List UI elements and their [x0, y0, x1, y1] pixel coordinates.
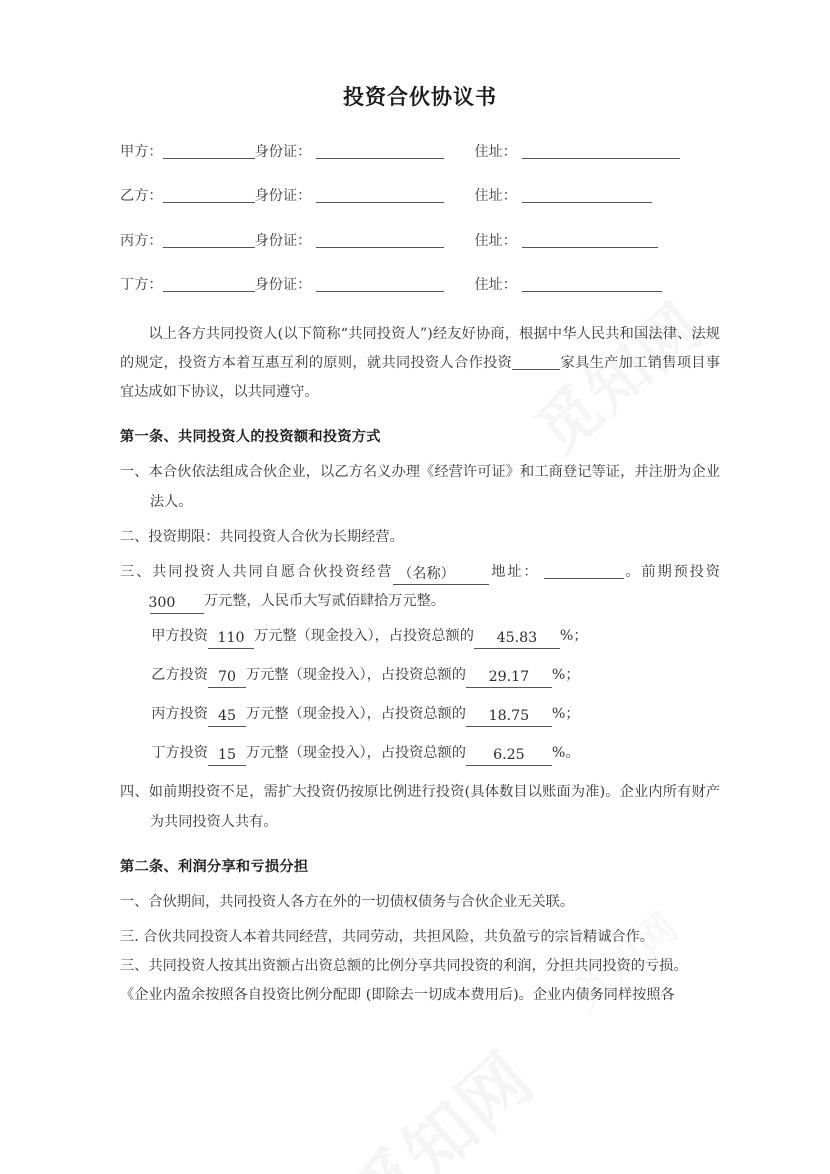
- party-name-blank[interactable]: [163, 276, 255, 292]
- item-3-part-4: 万元整，人民币大写贰佰肆拾万元整。: [203, 592, 446, 609]
- investment-percent[interactable]: 6.25: [466, 747, 552, 766]
- investment-line: [120, 700, 720, 729]
- party-name-blank[interactable]: [163, 232, 255, 248]
- party-name-blank[interactable]: [163, 143, 255, 159]
- party-address-blank[interactable]: [522, 187, 652, 203]
- investment-prefix: 乙方投资: [151, 667, 208, 684]
- investment-amount[interactable]: 45: [208, 708, 246, 727]
- section-two-item-3: 三、共同投资人按其出资额占出资总额的比例分享共同投资的利润，分担共同投资的亏损。: [120, 957, 688, 974]
- investment-percent[interactable]: 18.75: [466, 708, 552, 727]
- investment-line: [120, 622, 720, 651]
- investment-middle: 万元整（现金投入），占投资总额的: [246, 745, 466, 762]
- address-label: 住址：: [474, 276, 517, 293]
- parties-section: [120, 143, 720, 292]
- party-id-blank[interactable]: [316, 187, 444, 203]
- section-one-heading: 第一条、共同投资人的投资额和投资方式: [120, 429, 381, 446]
- party-id-blank[interactable]: [316, 232, 444, 248]
- address-label: 住址：: [474, 144, 517, 161]
- investment-middle: 万元整（现金投入），占投资总额的: [246, 706, 466, 723]
- investment-percent[interactable]: 29.17: [466, 669, 552, 688]
- party-label: 丁方：: [120, 276, 163, 293]
- investment-prefix: 丁方投资: [151, 745, 208, 762]
- party-address-blank[interactable]: [522, 276, 662, 292]
- watermark-text: [324, 1026, 552, 1174]
- investment-suffix: %；: [551, 706, 580, 723]
- investment-suffix: %；: [559, 627, 588, 644]
- company-name-blank[interactable]: （名称）: [393, 566, 489, 585]
- investment-amount[interactable]: 15: [208, 747, 246, 766]
- section-two-item-1: 一、合伙期间，共同投资人各方在外的一切债权债务与合伙企业无关联。: [120, 893, 575, 910]
- section-one-item-2: 二、投资期限：共同投资人合伙为长期经营。: [120, 528, 404, 545]
- address-label: 住址：: [474, 188, 517, 205]
- section-two-item-4: 《企业内盈余按照各自投资比例分配即 (即除去一切成本费用后)。企业内债务同样按照各: [120, 987, 675, 1004]
- party-row: [120, 187, 720, 203]
- project-name-blank[interactable]: [512, 354, 560, 370]
- id-label: 身份证：: [254, 276, 312, 293]
- party-row: [120, 232, 720, 248]
- investment-line: [120, 739, 720, 768]
- investment-middle: 万元整（现金投入），占投资总额的: [254, 627, 474, 644]
- preamble-text-before: 以上各方共同投资人(以下简称“共同投资人”)经友好协商，根据中华人民共和国法律、法规的规定，投资方本着互惠互利的原则，就共同投资人合作投资: [120, 326, 720, 372]
- investment-suffix: %；: [551, 667, 580, 684]
- item-3-part-1: 三、共同投资人共同自愿合伙投资经营: [120, 563, 394, 580]
- id-label: 身份证：: [254, 188, 312, 205]
- investment-amount[interactable]: 70: [208, 669, 246, 688]
- party-name-blank[interactable]: [163, 187, 255, 203]
- party-address-blank[interactable]: [522, 143, 680, 159]
- investment-suffix: %。: [551, 745, 580, 762]
- prepaid-amount-blank[interactable]: 300: [150, 595, 204, 614]
- investment-amount[interactable]: 110: [208, 630, 254, 649]
- investment-prefix: 丙方投资: [151, 706, 208, 723]
- id-label: 身份证：: [254, 144, 312, 161]
- section-two-heading: 第二条、利润分享和亏损分担: [120, 858, 309, 875]
- item-3-part-3: 。前期预投资: [623, 563, 720, 580]
- party-label: 甲方：: [120, 144, 163, 161]
- address-label: 住址：: [474, 232, 517, 249]
- investment-middle: 万元整（现金投入），占投资总额的: [246, 667, 466, 684]
- company-address-blank[interactable]: [544, 563, 624, 579]
- section-one-item-3: [120, 558, 720, 616]
- section-two-item-2: 三. 合伙共同投资人本着共同经营，共同劳动，共担风险，共负盈亏的宗旨精诚合作。: [120, 928, 654, 945]
- item-3-part-2: 地址：: [489, 563, 540, 580]
- investment-prefix: 甲方投资: [151, 627, 208, 644]
- document-title: 投资合伙协议书: [343, 84, 497, 109]
- party-address-blank[interactable]: [522, 232, 658, 248]
- document-content: [0, 84, 830, 1010]
- party-id-blank[interactable]: [316, 143, 444, 159]
- party-row: [120, 143, 720, 159]
- investment-line: [120, 661, 720, 690]
- preamble-text-after: 家具生产加工销售项目事宜达成如下协议，以共同遵守。: [120, 355, 720, 401]
- section-one-item-4: 四、如前期投资不足，需扩大投资仍按原比例进行投资(具体数目以账面为准)。企业内所有财产为共同投资人共有。: [120, 784, 720, 830]
- id-label: 身份证：: [254, 232, 312, 249]
- party-id-blank[interactable]: [316, 276, 444, 292]
- party-label: 丙方：: [120, 232, 163, 249]
- preamble-paragraph: [120, 320, 720, 407]
- party-row: [120, 276, 720, 292]
- party-label: 乙方：: [120, 188, 163, 205]
- investment-percent[interactable]: 45.83: [474, 630, 560, 649]
- section-one-item-1: 一、本合伙依法组成合伙企业，以乙方名义办理《经营许可证》和工商登记等证，并注册为企业法人。: [120, 464, 720, 510]
